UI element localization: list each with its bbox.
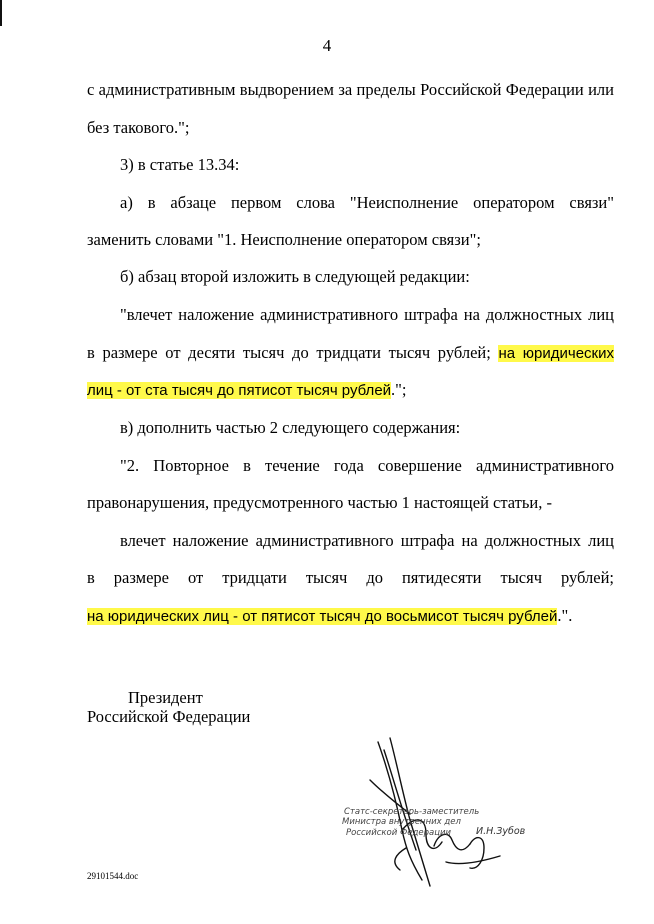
text-line: "влечет наложение административного штрафа на должностных лиц bbox=[120, 305, 614, 324]
text-line: в размере от тридцати тысяч до пятидесяти тысяч рублей; bbox=[87, 568, 614, 587]
text-line: правонарушения, предусмотренного частью 1 настоящей статьи, - bbox=[87, 493, 552, 512]
text-line: влечет наложение административного штрафа на должностных лиц bbox=[120, 531, 614, 550]
scan-edge-mark bbox=[0, 0, 2, 26]
page-number: 4 bbox=[322, 36, 332, 55]
stamp-text-line3: Российской Федерации bbox=[346, 828, 452, 838]
signature-stamp bbox=[330, 730, 540, 890]
text-span: ."; bbox=[391, 380, 407, 399]
text-line-mixed bbox=[87, 606, 572, 627]
stamp-text-line1: Статс-секретарь-заместитель bbox=[344, 807, 480, 817]
text-line: с административным выдворением за пределы Российской Федерации или bbox=[87, 80, 614, 99]
stamp-name: И.Н.Зубов bbox=[476, 826, 526, 837]
text-line-mixed bbox=[87, 380, 407, 401]
text-line: заменить словами "1. Неисполнение оператором связи"; bbox=[87, 230, 481, 249]
document-filename: 29101544.doc bbox=[87, 871, 139, 881]
signature-title-line1: Президент bbox=[128, 688, 203, 707]
text-line: а) в абзаце первом слова "Неисполнение оператором связи" bbox=[120, 193, 614, 212]
signature-title-line2: Российской Федерации bbox=[87, 707, 251, 726]
text-line: 3) в статье 13.34: bbox=[120, 155, 240, 174]
highlighted-text: лиц - от ста тысяч до пятисот тысяч рублей bbox=[87, 382, 392, 399]
text-span: .". bbox=[557, 606, 573, 625]
text-line: без такового."; bbox=[87, 118, 190, 137]
text-line-mixed bbox=[87, 343, 614, 364]
stamp-text-line2: Министра внутренних дел bbox=[342, 817, 461, 827]
text-line: "2. Повторное в течение года совершение административного bbox=[120, 456, 614, 475]
highlighted-text: на юридических лиц - от пятисот тысяч до восьмисот тысяч рублей bbox=[87, 608, 558, 625]
highlighted-text: на юридических bbox=[498, 345, 615, 362]
text-line: б) абзац второй изложить в следующей редакции: bbox=[120, 267, 470, 286]
text-line: в) дополнить частью 2 следующего содержания: bbox=[120, 418, 461, 437]
text-span: в размере от десяти тысяч до тридцати тысяч рублей; bbox=[87, 343, 491, 362]
